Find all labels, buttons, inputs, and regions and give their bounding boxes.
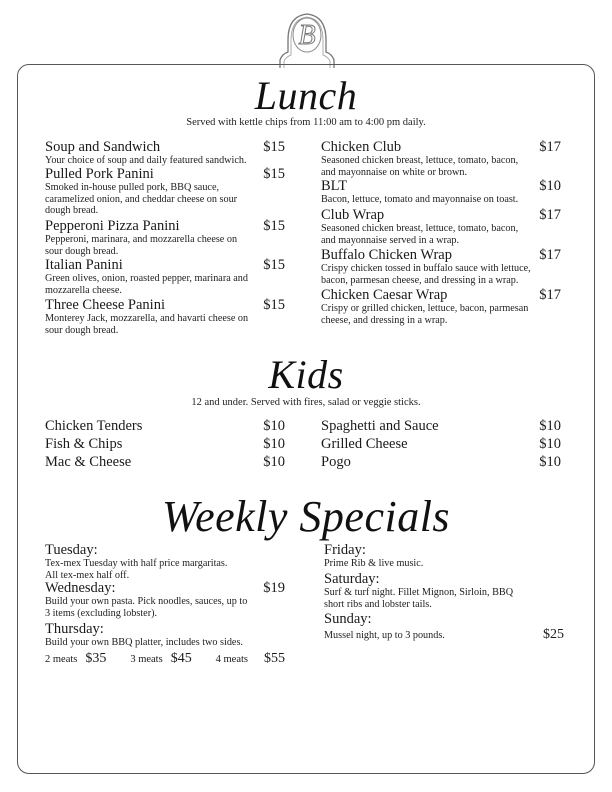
menu-item (45, 257, 285, 296)
menu-item (45, 166, 285, 217)
item-desc: Bacon, lettuce, tomato and mayonnaise on toast. (321, 194, 519, 205)
item-name: Chicken Caesar Wrap (321, 287, 448, 303)
item-desc: and mayonnaise served in a wrap. (321, 234, 460, 246)
item-price: $10 (263, 454, 285, 470)
item-price: $10 (263, 418, 285, 434)
bbq-option-price: $55 (264, 650, 285, 666)
item-desc: caramelized onion, and cheddar cheese on sour (45, 193, 238, 205)
item-price: $17 (539, 247, 561, 263)
item-desc: Smoked in-house pulled pork, BBQ sauce, (45, 182, 220, 193)
special-sunday (324, 611, 564, 643)
special-tuesday (45, 542, 285, 581)
special-desc: All tex-mex half off. (45, 569, 130, 581)
item-name: Chicken Club (321, 139, 402, 155)
item-name: Three Cheese Panini (45, 297, 165, 313)
item-name: Pepperoni Pizza Panini (45, 218, 180, 234)
item-desc: and mayonnaise on white or brown. (321, 166, 467, 178)
special-desc: Prime Rib & live music. (324, 558, 424, 569)
item-price: $15 (263, 297, 285, 313)
item-name: Club Wrap (321, 207, 385, 223)
kids-subtitle: 12 and under. Served with fires, salad or veggie sticks. (191, 397, 421, 408)
bbq-option-price: $35 (85, 650, 107, 666)
bbq-option-price: $45 (170, 650, 192, 666)
item-name: Spaghetti and Sauce (321, 418, 439, 434)
item-price: $15 (263, 257, 285, 273)
special-desc: Mussel night, up to 3 pounds. (324, 630, 445, 641)
menu-item (45, 218, 285, 257)
bbq-options (45, 649, 285, 667)
special-day: Tuesday: (45, 542, 98, 558)
menu-item (45, 297, 285, 336)
specials-heading: Weekly Specials (161, 492, 451, 541)
kids-heading: Kids (268, 352, 344, 397)
kids-item (321, 454, 561, 470)
bbq-option-label: 3 meats (130, 653, 163, 665)
item-name: Fish & Chips (45, 436, 123, 452)
special-desc: Surf & turf night. Fillet Mignon, Sirloin, BBQ (324, 587, 514, 598)
item-name: Italian Panini (45, 257, 123, 273)
menu-item (321, 247, 561, 286)
item-desc: sour dough bread. (45, 324, 119, 336)
item-price: $17 (539, 207, 561, 223)
special-desc: Build your own BBQ platter, includes two sides. (45, 637, 243, 648)
item-name: Pulled Pork Panini (45, 166, 154, 182)
item-name: Chicken Tenders (45, 418, 143, 434)
item-desc: bacon, parmesan cheese, and dressing in a wrap. (321, 274, 519, 286)
kids-item (45, 454, 285, 470)
item-price: $10 (539, 454, 561, 470)
special-day: Thursday: (45, 621, 104, 637)
special-friday (324, 542, 564, 570)
item-price: $15 (263, 139, 285, 155)
item-desc: Pepperoni, marinara, and mozzarella cheese on (45, 234, 238, 245)
item-name: Grilled Cheese (321, 436, 408, 452)
item-name: Soup and Sandwich (45, 139, 161, 155)
item-desc: Your choice of soup and daily featured sandwich. (45, 155, 247, 166)
kids-item (321, 418, 561, 434)
menu-item (321, 207, 561, 246)
item-desc: Crispy chicken tossed in buffalo sauce with lettuce, (321, 263, 531, 274)
special-saturday (324, 571, 564, 610)
special-desc: Tex-mex Tuesday with half price margaritas. (45, 558, 228, 569)
item-price: $10 (539, 418, 561, 434)
special-thursday (45, 621, 285, 667)
item-desc: Seasoned chicken breast, lettuce, tomato, bacon, (321, 155, 519, 166)
lunch-subtitle: Served with kettle chips from 11:00 am to 4:00 pm daily. (186, 117, 426, 128)
restaurant-logo-icon (276, 4, 338, 68)
logo-letter: B (298, 20, 316, 51)
special-day: Friday: (324, 542, 366, 558)
special-day: Wednesday: (45, 580, 116, 596)
item-desc: Crispy or grilled chicken, lettuce, bacon, parmesan (321, 303, 529, 314)
menu-item (321, 139, 561, 178)
item-desc: Monterey Jack, mozzarella, and havarti cheese on (45, 313, 249, 324)
kids-item (45, 418, 285, 434)
menu-item (321, 287, 561, 326)
item-name: Pogo (321, 454, 351, 470)
item-price: $10 (539, 436, 561, 452)
item-desc: sour dough bread. (45, 245, 119, 257)
special-day: Saturday: (324, 571, 380, 587)
item-desc: mozzarella cheese. (45, 284, 122, 296)
item-name: BLT (321, 178, 348, 194)
item-price: $15 (263, 166, 285, 182)
item-price: $10 (539, 178, 561, 194)
special-desc: 3 items (excluding lobster). (45, 607, 158, 619)
special-day: Sunday: (324, 611, 372, 627)
bbq-option-label: 2 meats (45, 653, 78, 665)
special-desc: Build your own pasta. Pick noodles, sauces, up to (45, 596, 248, 607)
item-price: $17 (539, 139, 561, 155)
bbq-option-label: 4 meats (215, 653, 248, 665)
menu-item (321, 178, 561, 206)
item-price: $15 (263, 218, 285, 234)
item-price: $10 (263, 436, 285, 452)
item-price: $17 (539, 287, 561, 303)
special-wednesday (45, 580, 285, 619)
special-price: $19 (263, 580, 285, 596)
item-name: Mac & Cheese (45, 454, 132, 470)
item-name: Buffalo Chicken Wrap (321, 247, 452, 263)
item-desc: dough bread. (45, 205, 99, 216)
item-desc: Green olives, onion, roasted pepper, marinara and (45, 273, 248, 284)
kids-item (45, 436, 285, 452)
lunch-heading: Lunch (254, 73, 358, 118)
kids-item (321, 436, 561, 452)
item-desc: Seasoned chicken breast, lettuce, tomato, bacon, (321, 223, 519, 234)
item-desc: cheese, and dressing in a wrap. (321, 314, 448, 326)
menu-item (45, 139, 285, 167)
special-desc: short ribs and lobster tails. (324, 598, 432, 610)
special-price: $25 (543, 627, 564, 642)
